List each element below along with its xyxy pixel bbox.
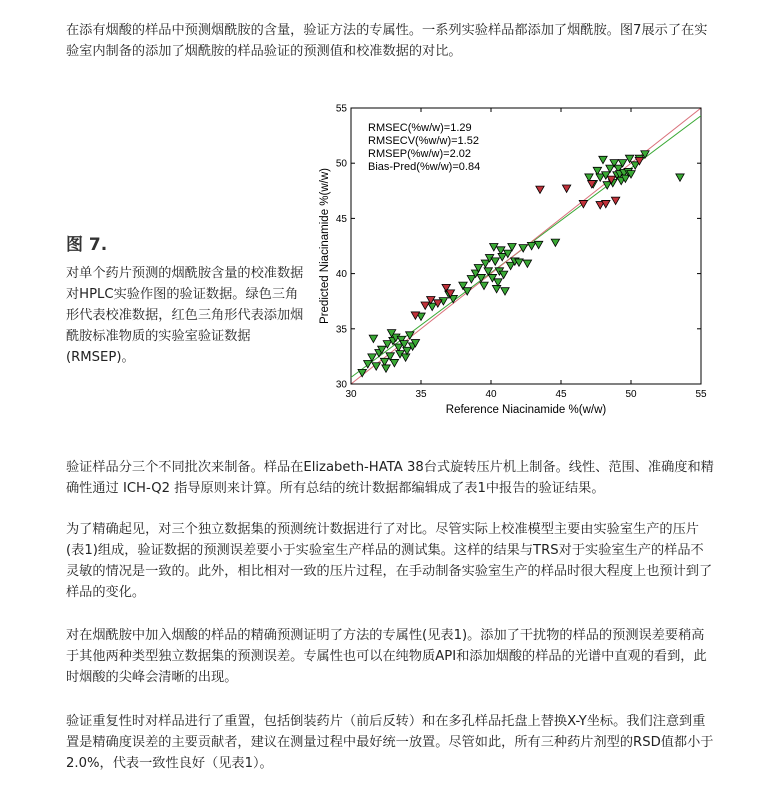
y-tick-label: 50	[335, 158, 347, 170]
y-tick-label: 40	[335, 269, 347, 281]
scatter-chart	[312, 96, 722, 426]
figure-caption-text: 对单个药片预测的烟酰胺含量的校准数据对HPLC实验作图的验证数据。绿色三角形代表校准数据，红色三角形代表添加烟酰胺标准物质的实验室验证数据(RMSEP)。	[66, 266, 304, 365]
chart-svg	[312, 96, 722, 426]
x-tick-label: 55	[695, 389, 707, 400]
intro-paragraph: 在添有烟酸的样品中预测烟酰胺的含量，验证方法的专属性。一系列实验样品都添加了烟酰胺。图7展示了在实验室内制备的添加了烟酰胺的样品验证的预测值和校准数据的对比。	[66, 23, 708, 59]
x-tick-label: 35	[415, 389, 427, 400]
stats-annotation: RMSEP(%w/w)=2.02	[368, 148, 472, 160]
body-paragraph: 验证重复性时对样品进行了重置，包括倒装药片（前后反转）和在多孔样品托盘上替换X-Y坐标。我们注意到重置是精确度误差的主要贡献者，建议在测量过程中最好统一放置。尽管如此，所有三种药片剂型的RSD值都小于2.0%，代表一致性良好（见表1）。	[66, 714, 714, 771]
body-paragraph: 验证样品分三个不同批次来制备。样品在Elizabeth-HATA 38台式旋转压片机上制备。线性、范围、准确度和精确性通过 ICH-Q2 指导原则来计算。所有总结的统计数据都编辑成了表1中报告的验证结果。	[66, 460, 714, 496]
x-tick-label: 45	[555, 389, 567, 400]
x-axis-label: Reference Niacinamide %(w/w)	[445, 404, 607, 416]
stats-annotation: RMSECV(%w/w)=1.52	[368, 135, 479, 147]
y-tick-label: 30	[335, 379, 347, 391]
figure-caption	[66, 230, 306, 368]
x-tick-label: 50	[625, 389, 637, 400]
y-axis-label: Predicted Niacinamide %(w/w)	[319, 168, 331, 324]
figure-label: 图 7.	[66, 235, 108, 255]
y-tick-label: 35	[335, 324, 347, 336]
x-tick-label: 30	[345, 389, 357, 400]
x-tick-label: 40	[485, 389, 497, 400]
y-tick-label: 45	[335, 213, 347, 225]
body-paragraph: 为了精确起见，对三个独立数据集的预测统计数据进行了对比。尽管实际上校准模型主要由实验室生产的压片(表1)组成，验证数据的预测误差要小于实验室生产样品的测试集。这样的结果与TRS对于实验室生产的样品不灵敏的情况是一致的。此外，相比相对一致的压片过程，在手动制备实验室生产的样品时很大程度上也预计到了样品的变化。	[66, 522, 713, 600]
body-paragraph: 对在烟酰胺中加入烟酸的样品的精确预测证明了方法的专属性(见表1)。添加了干扰物的样品的预测误差要稍高于其他两种类型独立数据集的预测误差。专属性也可以在纯物质API和添加烟酸的样品的光谱中直观的看到，此时烟酸的尖峰会清晰的出现。	[66, 628, 707, 685]
stats-annotations	[368, 122, 480, 173]
stats-annotation: RMSEC(%w/w)=1.29	[368, 122, 472, 134]
stats-annotation: Bias-Pred(%w/w)=0.84	[368, 161, 481, 173]
y-tick-label: 55	[335, 103, 347, 115]
